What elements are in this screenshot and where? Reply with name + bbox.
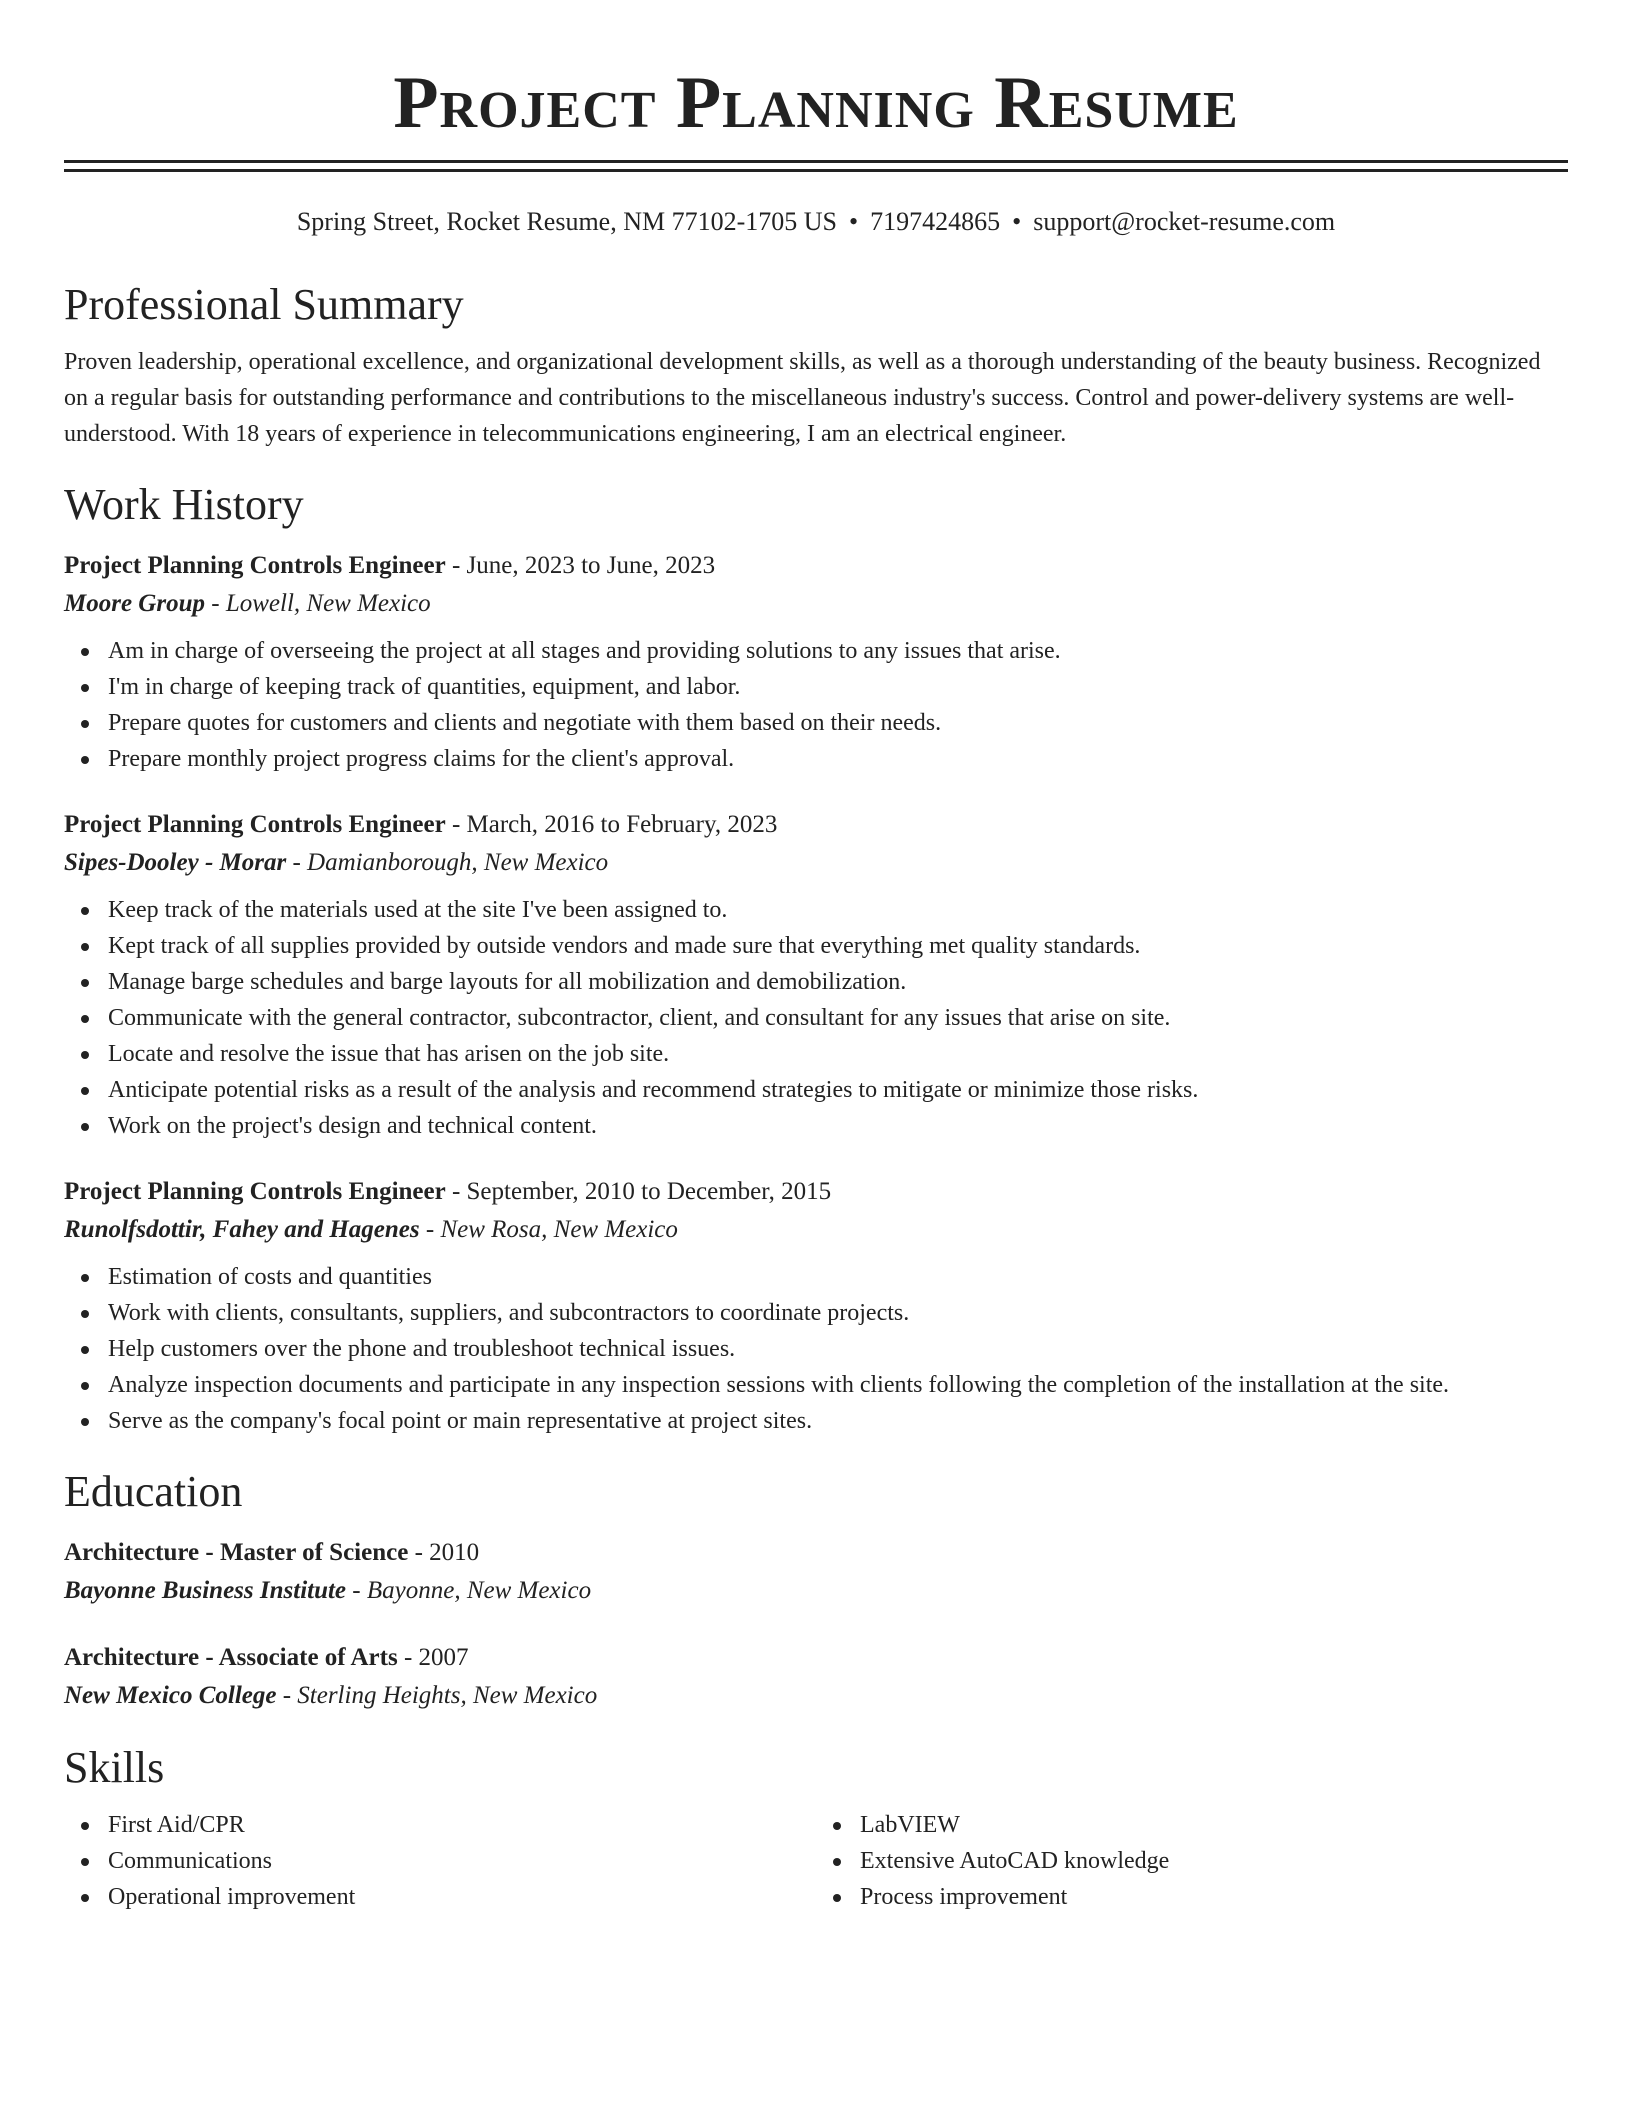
job-employer-line bbox=[64, 1210, 1568, 1249]
degree-year: - 2010 bbox=[408, 1539, 480, 1566]
school-line bbox=[64, 1676, 1568, 1715]
job-employer: Moore Group bbox=[64, 590, 205, 617]
title-double-rule bbox=[64, 160, 1568, 172]
skills-grid bbox=[64, 1807, 1568, 1915]
list-item: Operational improvement bbox=[64, 1879, 816, 1915]
list-item: Help customers over the phone and troubleshoot technical issues. bbox=[64, 1331, 1568, 1367]
list-item: Prepare quotes for customers and clients and negotiate with them based on their needs. bbox=[64, 705, 1568, 741]
job-duties-list bbox=[64, 1259, 1568, 1439]
contact-line bbox=[64, 206, 1568, 238]
job-employer: Sipes-Dooley - Morar bbox=[64, 849, 287, 876]
job-dates: - March, 2016 to February, 2023 bbox=[445, 811, 778, 838]
education-entry bbox=[64, 1640, 1568, 1715]
list-item: Work on the project's design and technical content. bbox=[64, 1108, 1568, 1144]
job-role: Project Planning Controls Engineer bbox=[64, 552, 446, 579]
school-name: Bayonne Business Institute bbox=[64, 1577, 347, 1604]
school-location: - Bayonne, New Mexico bbox=[346, 1577, 592, 1604]
job-employer-line bbox=[64, 843, 1568, 882]
list-item: Manage barge schedules and barge layouts for all mobilization and demobilization. bbox=[64, 964, 1568, 1000]
list-item: Anticipate potential risks as a result of the analysis and recommend strategies to mitigate or minimize those risks. bbox=[64, 1072, 1568, 1108]
list-item: LabVIEW bbox=[816, 1807, 1568, 1843]
contact-phone: 7197424865 bbox=[870, 207, 1001, 236]
school-location: - Sterling Heights, New Mexico bbox=[276, 1682, 598, 1709]
job-employer: Runolfsdottir, Fahey and Hagenes bbox=[64, 1216, 420, 1243]
list-item: Extensive AutoCAD knowledge bbox=[816, 1843, 1568, 1879]
degree-line bbox=[64, 1640, 1568, 1676]
skills-heading: Skills bbox=[64, 1743, 165, 1792]
degree-year: - 2007 bbox=[397, 1644, 469, 1671]
job-role: Project Planning Controls Engineer bbox=[64, 811, 446, 838]
summary-heading: Professional Summary bbox=[64, 280, 464, 329]
job-title-line bbox=[64, 548, 1568, 584]
degree-name: Architecture - Master of Science bbox=[64, 1539, 409, 1566]
job-role: Project Planning Controls Engineer bbox=[64, 1178, 446, 1205]
job-dates: - September, 2010 to December, 2015 bbox=[445, 1178, 832, 1205]
job-duties-list bbox=[64, 633, 1568, 777]
page-title: Project Planning Resume bbox=[393, 62, 1239, 144]
job-title-line bbox=[64, 1174, 1568, 1210]
list-item: Communicate with the general contractor, subcontractor, client, and consultant for any issues that arise on site. bbox=[64, 1000, 1568, 1036]
job-dates: - June, 2023 to June, 2023 bbox=[445, 552, 716, 579]
list-item: Process improvement bbox=[816, 1879, 1568, 1915]
education-heading: Education bbox=[64, 1467, 243, 1516]
school-name: New Mexico College bbox=[64, 1682, 277, 1709]
list-item: Serve as the company's focal point or main representative at project sites. bbox=[64, 1403, 1568, 1439]
degree-line bbox=[64, 1535, 1568, 1571]
job-employer-line bbox=[64, 584, 1568, 623]
school-line bbox=[64, 1571, 1568, 1610]
skills-list-right bbox=[816, 1807, 1568, 1915]
list-item: Prepare monthly project progress claims for the client's approval. bbox=[64, 741, 1568, 777]
list-item: First Aid/CPR bbox=[64, 1807, 816, 1843]
degree-name: Architecture - Associate of Arts bbox=[64, 1644, 398, 1671]
job-entry bbox=[64, 1174, 1568, 1439]
contact-separator: • bbox=[1012, 207, 1022, 236]
list-item: Work with clients, consultants, suppliers, and subcontractors to coordinate projects. bbox=[64, 1295, 1568, 1331]
list-item: Communications bbox=[64, 1843, 816, 1879]
skills-list-left bbox=[64, 1807, 816, 1915]
contact-address: Spring Street, Rocket Resume, NM 77102-1705 US bbox=[296, 207, 838, 236]
education-entry bbox=[64, 1535, 1568, 1610]
list-item: Keep track of the materials used at the site I've been assigned to. bbox=[64, 892, 1568, 928]
job-duties-list bbox=[64, 892, 1568, 1144]
job-location: - Damianborough, New Mexico bbox=[286, 849, 609, 876]
contact-separator: • bbox=[849, 207, 859, 236]
job-location: - New Rosa, New Mexico bbox=[419, 1216, 678, 1243]
job-title-line bbox=[64, 807, 1568, 843]
work-history-heading: Work History bbox=[64, 480, 304, 529]
job-entry bbox=[64, 548, 1568, 777]
list-item: Am in charge of overseeing the project at all stages and providing solutions to any issues that arise. bbox=[64, 633, 1568, 669]
job-location: - Lowell, New Mexico bbox=[205, 590, 431, 617]
list-item: I'm in charge of keeping track of quantities, equipment, and labor. bbox=[64, 669, 1568, 705]
list-item: Kept track of all supplies provided by outside vendors and made sure that everything met quality standards. bbox=[64, 928, 1568, 964]
summary-text: Proven leadership, operational excellence, and organizational development skills, as well as a thorough understanding of the beauty business. Recognized on a regular basis for outstanding performance and contributions to the miscellaneous industry's success. Control and power-delivery systems are well-understood. With 18 years of experience in telecommunications engineering, I am an electrical engineer. bbox=[64, 349, 1541, 447]
list-item: Analyze inspection documents and participate in any inspection sessions with clients following the completion of the installation at the site. bbox=[64, 1367, 1568, 1403]
list-item: Estimation of costs and quantities bbox=[64, 1259, 1568, 1295]
job-entry bbox=[64, 807, 1568, 1144]
list-item: Locate and resolve the issue that has arisen on the job site. bbox=[64, 1036, 1568, 1072]
contact-email: support@rocket-resume.com bbox=[1033, 207, 1336, 236]
